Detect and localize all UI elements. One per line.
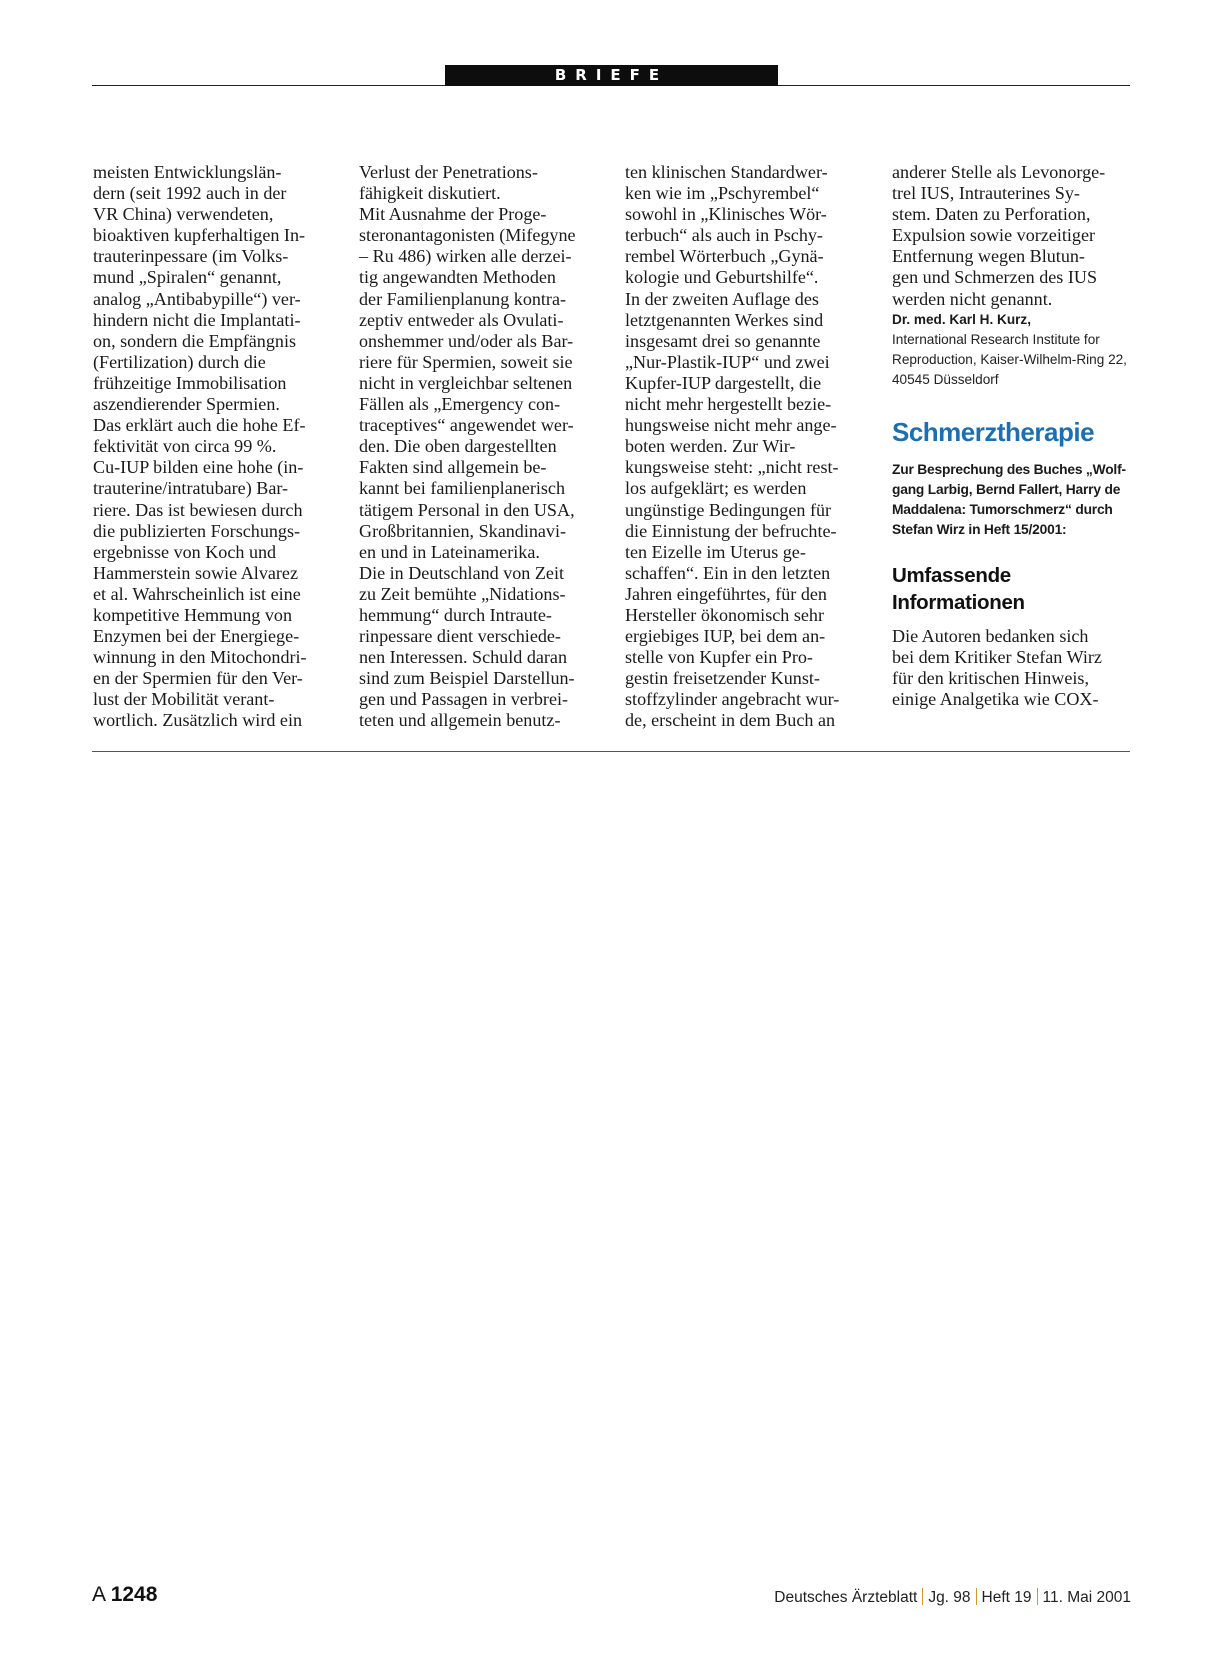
intro-line: Maddalena: Tumorschmerz“ durch bbox=[892, 501, 1113, 517]
text-column-2 bbox=[359, 162, 597, 732]
text-line: gen und Schmerzen des IUS bbox=[892, 267, 1098, 288]
text-line: ken wie im „Pschyrembel“ bbox=[625, 183, 820, 204]
text-line: riere. Das ist bewiesen durch bbox=[93, 499, 303, 520]
text-line: Hersteller ökonomisch sehr bbox=[625, 604, 824, 625]
text-line: traceptives“ angewendet wer- bbox=[359, 415, 574, 436]
page-prefix: A bbox=[92, 1583, 105, 1606]
text-line: Die Autoren bedanken sich bbox=[892, 625, 1089, 646]
section-title: Schmerztherapie bbox=[892, 416, 1095, 447]
text-column-3 bbox=[625, 162, 863, 732]
text-line: tig angewandten Methoden bbox=[359, 267, 556, 288]
subheading bbox=[892, 562, 1130, 616]
text-line: Großbritannien, Skandinavi- bbox=[359, 520, 567, 541]
text-line: In der zweiten Auflage des bbox=[625, 288, 819, 309]
text-line: fektivität von circa 99 %. bbox=[93, 436, 277, 457]
section-intro bbox=[892, 460, 1130, 540]
text-line: Verlust der Penetrations- bbox=[359, 162, 538, 182]
text-line: steronantagonisten (Mifegyne bbox=[359, 225, 576, 246]
text-line: gen und Passagen in verbrei- bbox=[359, 689, 569, 710]
text-line: trauterine/intratubare) Bar- bbox=[93, 478, 289, 499]
text-line: zu Zeit bemühte „Nidations- bbox=[359, 583, 566, 604]
text-line: nicht mehr hergestellt bezie- bbox=[625, 394, 832, 415]
signature-address-line: 40545 Düsseldorf bbox=[892, 371, 999, 387]
text-line: – Ru 486) wirken alle derzei- bbox=[359, 246, 572, 267]
text-line: ergebnisse von Koch und bbox=[93, 541, 277, 562]
text-line: aszendierender Spermien. bbox=[93, 394, 280, 415]
text-column-4 bbox=[892, 162, 1130, 710]
text-line: winnung in den Mitochondri- bbox=[93, 647, 307, 668]
signature-address-line: International Research Institute for bbox=[892, 331, 1100, 347]
text-line: analog „Antibabypille“) ver- bbox=[93, 288, 301, 309]
text-line: einige Analgetika wie COX- bbox=[892, 688, 1099, 709]
text-line: (Fertilization) durch die bbox=[93, 351, 266, 372]
journal-date: 11. Mai 2001 bbox=[1042, 1589, 1131, 1606]
intro-line: Zur Besprechung des Buches „Wolf- bbox=[892, 461, 1126, 477]
text-line: Mit Ausnahme der Proge- bbox=[359, 204, 547, 225]
text-line: werden nicht genannt. bbox=[892, 288, 1053, 309]
text-line: riere für Spermien, soweit sie bbox=[359, 351, 573, 372]
text-line: ungünstige Bedingungen für bbox=[625, 499, 832, 520]
text-line: nicht in vergleichbar seltenen bbox=[359, 372, 573, 393]
content-bottom-rule bbox=[92, 751, 1130, 752]
text-line: Fakten sind allgemein be- bbox=[359, 457, 547, 478]
footer-separator bbox=[976, 1588, 977, 1605]
text-line: zeptiv entweder als Ovulati- bbox=[359, 309, 564, 330]
text-line: de, erscheint in dem Buch an bbox=[625, 710, 836, 731]
section-label: BRIEFE bbox=[445, 65, 778, 86]
text-line: trel IUS, Intrauterines Sy- bbox=[892, 183, 1080, 204]
text-line: terbuch“ als auch in Pschy- bbox=[625, 225, 823, 246]
text-line: trauterinpessare (im Volks- bbox=[93, 246, 289, 267]
text-line: ergiebiges IUP, bei dem an- bbox=[625, 626, 826, 647]
text-line: stelle von Kupfer ein Pro- bbox=[625, 647, 813, 668]
text-line: ten Eizelle im Uterus ge- bbox=[625, 541, 806, 562]
text-line: wortlich. Zusätzlich wird ein bbox=[93, 710, 303, 731]
text-line: Enzymen bei der Energiege- bbox=[93, 626, 300, 647]
text-line: „Nur-Plastik-IUP“ und zwei bbox=[625, 351, 830, 372]
text-line: Hammerstein sowie Alvarez bbox=[93, 562, 298, 583]
text-line: ten klinischen Standardwer- bbox=[625, 162, 828, 182]
text-line: der Familienplanung kontra- bbox=[359, 288, 567, 309]
text-line: bioaktiven kupferhaltigen In- bbox=[93, 225, 306, 246]
letter-signature bbox=[892, 310, 1130, 390]
text-line: sind zum Beispiel Darstellun- bbox=[359, 668, 575, 689]
text-line: et al. Wahrscheinlich ist eine bbox=[93, 583, 301, 604]
text-line: Kupfer-IUP dargestellt, die bbox=[625, 372, 822, 393]
subheading-line: Umfassende bbox=[892, 563, 1011, 587]
text-line: Entfernung wegen Blutun- bbox=[892, 246, 1085, 267]
text-line: bei dem Kritiker Stefan Wirz bbox=[892, 646, 1102, 667]
text-column-1 bbox=[93, 162, 331, 732]
page-number-value: 1248 bbox=[110, 1583, 158, 1606]
text-line: die Einnistung der befruchte- bbox=[625, 520, 837, 541]
text-line: stem. Daten zu Perforation, bbox=[892, 204, 1091, 225]
text-line: tätigem Personal in den USA, bbox=[359, 499, 575, 520]
signature-address-line: Reproduction, Kaiser-Wilhelm-Ring 22, bbox=[892, 351, 1127, 367]
text-line: Fällen als „Emergency con- bbox=[359, 394, 561, 415]
text-line: Expulsion sowie vorzeitiger bbox=[892, 225, 1096, 246]
text-line: Die in Deutschland von Zeit bbox=[359, 562, 565, 583]
footer-separator bbox=[922, 1588, 923, 1605]
text-line: schaffen“. Ein in den letzten bbox=[625, 562, 831, 583]
text-line: insgesamt drei so genannte bbox=[625, 330, 821, 351]
text-line: hemmung“ durch Intraute- bbox=[359, 604, 552, 625]
text-line: hungsweise nicht mehr ange- bbox=[625, 415, 837, 436]
text-line: mund „Spiralen“ genannt, bbox=[93, 267, 282, 288]
text-line: boten werden. Zur Wir- bbox=[625, 436, 796, 457]
text-line: hindern nicht die Implantati- bbox=[93, 309, 301, 330]
letter-ending bbox=[892, 162, 1130, 310]
text-line: sowohl in „Klinisches Wör- bbox=[625, 204, 827, 225]
text-line: kologie und Geburtshilfe“. bbox=[625, 267, 819, 288]
text-line: onshemmer und/oder als Bar- bbox=[359, 330, 574, 351]
text-line: für den kritischen Hinweis, bbox=[892, 667, 1089, 688]
journal-issue: Heft 19 bbox=[981, 1589, 1032, 1606]
text-line: Das erklärt auch die hohe Ef- bbox=[93, 415, 306, 436]
text-line: stoffzylinder angebracht wur- bbox=[625, 689, 840, 710]
text-line: rembel Wörterbuch „Gynä- bbox=[625, 246, 824, 267]
text-line: meisten Entwicklungslän- bbox=[93, 162, 282, 182]
text-line: en der Spermien für den Ver- bbox=[93, 668, 303, 689]
text-line: los aufgeklärt; es werden bbox=[625, 478, 807, 499]
text-line: die publizierten Forschungs- bbox=[93, 520, 301, 541]
footer-separator bbox=[1037, 1588, 1038, 1605]
page-number bbox=[92, 1583, 157, 1607]
text-line: rinpessare dient verschiede- bbox=[359, 626, 561, 647]
journal-volume: Jg. 98 bbox=[928, 1589, 971, 1606]
text-line: kungsweise steht: „nicht rest- bbox=[625, 457, 839, 478]
text-line: lust der Mobilität verant- bbox=[93, 689, 275, 710]
subheading-line: Informationen bbox=[892, 590, 1025, 614]
intro-line: Stefan Wirz in Heft 15/2001: bbox=[892, 521, 1067, 537]
text-line: en und in Lateinamerika. bbox=[359, 541, 540, 562]
journal-name: Deutsches Ärzteblatt bbox=[774, 1589, 918, 1606]
intro-line: gang Larbig, Bernd Fallert, Harry de bbox=[892, 481, 1121, 497]
text-line: Cu-IUP bilden eine hohe (in- bbox=[93, 457, 304, 478]
text-line: dern (seit 1992 auch in der bbox=[93, 183, 287, 204]
text-line: letztgenannten Werkes sind bbox=[625, 309, 824, 330]
text-line: Jahren eingeführtes, für den bbox=[625, 583, 827, 604]
text-line: den. Die oben dargestellten bbox=[359, 436, 557, 457]
text-line: fähigkeit diskutiert. bbox=[359, 183, 501, 204]
signature-name: Dr. med. Karl H. Kurz, bbox=[892, 311, 1031, 327]
text-line: kompetitive Hemmung von bbox=[93, 604, 293, 625]
text-line: frühzeitige Immobilisation bbox=[93, 372, 287, 393]
section-body bbox=[892, 626, 1130, 710]
text-line: teten und allgemein benutz- bbox=[359, 710, 561, 731]
text-line: kannt bei familienplanerisch bbox=[359, 478, 565, 499]
text-line: gestin freisetzender Kunst- bbox=[625, 668, 820, 689]
text-line: VR China) verwendeten, bbox=[93, 204, 274, 225]
text-line: on, sondern die Empfängnis bbox=[93, 330, 297, 351]
text-line: nen Interessen. Schuld daran bbox=[359, 647, 568, 668]
text-line: anderer Stelle als Levonorge- bbox=[892, 162, 1106, 182]
journal-footer bbox=[774, 1588, 1131, 1607]
